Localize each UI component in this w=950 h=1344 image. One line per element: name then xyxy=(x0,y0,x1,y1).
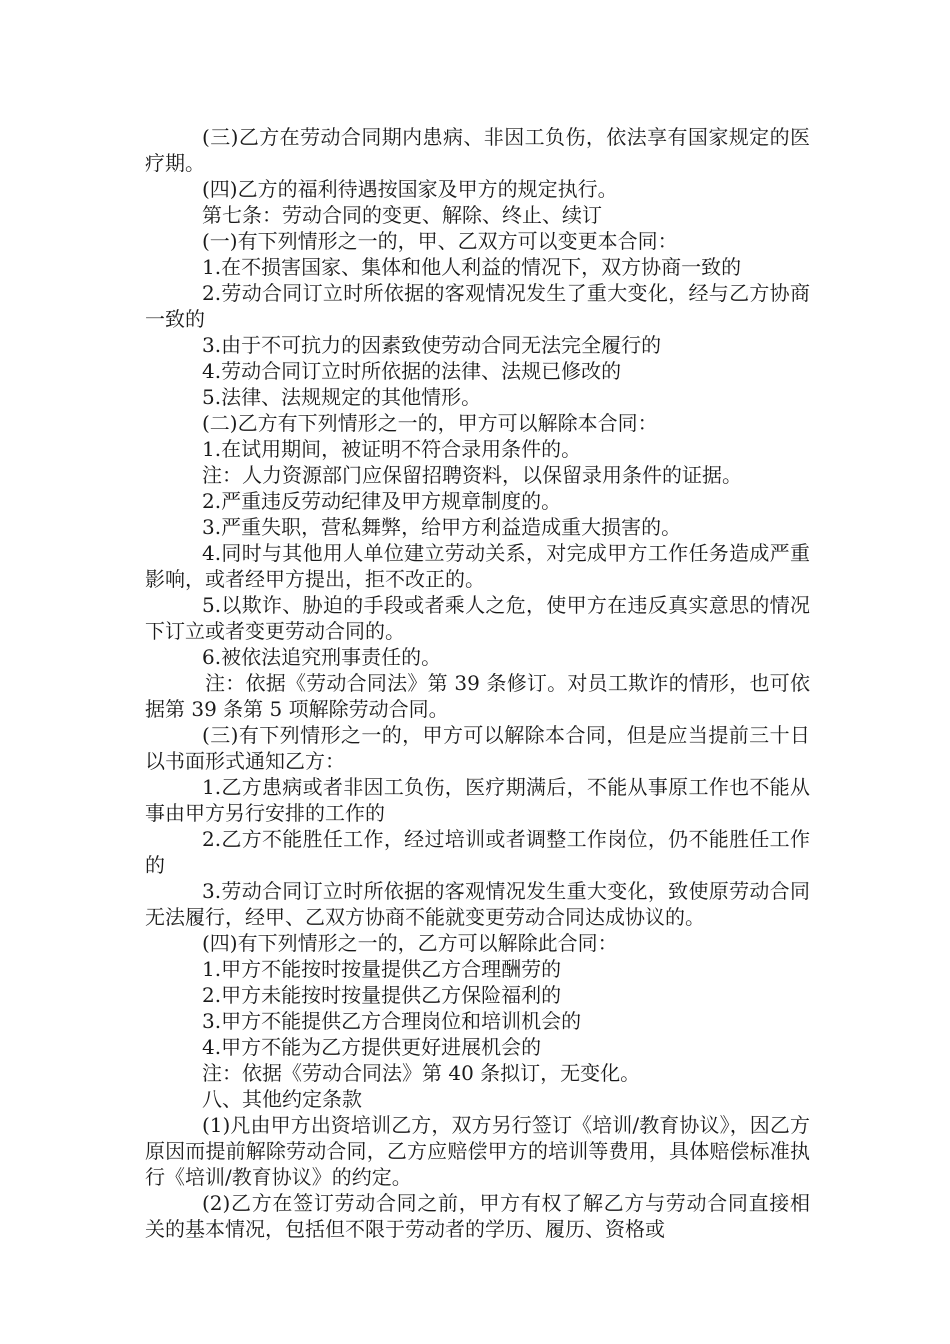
section-heading-article-7: 第七条：劳动合同的变更、解除、终止、续订 xyxy=(202,203,602,227)
note-hr-records: 注：人力资源部门应保留招聘资料，以保留录用条件的证据。 xyxy=(202,463,742,487)
document-body xyxy=(145,124,810,1242)
list-item-change-5: 5.法律、法规规定的其他情形。 xyxy=(202,385,482,409)
list-item-employer-termination-6: 6.被依法追究刑事责任的。 xyxy=(202,645,442,669)
paragraph-sick-leave: (三)乙方在劳动合同期内患病、非因工负伤，依法享有国家规定的医疗期。 xyxy=(145,125,810,175)
note-article-39: 注：依据《劳动合同法》第 39 条修订。对员工欺诈的情形，也可依据第 39 条第 5 项解除劳动合同。 xyxy=(145,671,810,721)
list-item-change-4: 4.劳动合同订立时所依据的法律、法规已修改的 xyxy=(202,359,622,383)
list-item-employee-termination-1: 1.甲方不能按时按量提供乙方合理酬劳的 xyxy=(202,957,562,981)
list-item-employee-termination-4: 4.甲方不能为乙方提供更好进展机会的 xyxy=(202,1035,542,1059)
paragraph-notice-termination: (三)有下列情形之一的，甲方可以解除本合同，但是应当提前三十日以书面形式通知乙方： xyxy=(145,723,810,773)
list-item-employer-termination-3: 3.严重失职，营私舞弊，给甲方利益造成重大损害的。 xyxy=(202,515,682,539)
list-item-notice-termination-1: 1.乙方患病或者非因工负伤，医疗期满后，不能从事原工作也不能从事由甲方另行安排的工作的 xyxy=(145,775,810,825)
list-item-change-2: 2.劳动合同订立时所依据的客观情况发生了重大变化，经与乙方协商一致的 xyxy=(145,281,810,331)
paragraph-employer-termination: (二)乙方有下列情形之一的，甲方可以解除本合同： xyxy=(202,411,658,435)
list-item-notice-termination-2: 2.乙方不能胜任工作，经过培训或者调整工作岗位，仍不能胜任工作的 xyxy=(145,827,810,877)
list-item-employee-termination-3: 3.甲方不能提供乙方合理岗位和培训机会的 xyxy=(202,1009,582,1033)
paragraph-change-conditions: (一)有下列情形之一的，甲、乙双方可以变更本合同： xyxy=(202,229,678,253)
paragraph-training-agreement: (1)凡由甲方出资培训乙方，双方另行签订《培训/教育协议》，因乙方原因而提前解除劳动合同，乙方应赔偿甲方的培训等费用，具体赔偿标准执行《培训/教育协议》的约定。 xyxy=(145,1113,810,1189)
paragraph-employee-termination: (四)有下列情形之一的，乙方可以解除此合同： xyxy=(202,931,618,955)
list-item-employer-termination-1: 1.在试用期间，被证明不符合录用条件的。 xyxy=(202,437,582,461)
list-item-employer-termination-4: 4.同时与其他用人单位建立劳动关系，对完成甲方工作任务造成严重影响，或者经甲方提出，拒不改正的。 xyxy=(145,541,810,591)
section-heading-other-terms: 八、其他约定条款 xyxy=(202,1087,362,1111)
paragraph-background-check: (2)乙方在签订劳动合同之前，甲方有权了解乙方与劳动合同直接相关的基本情况，包括但不限于劳动者的学历、履历、资格或 xyxy=(145,1191,810,1241)
list-item-notice-termination-3: 3.劳动合同订立时所依据的客观情况发生重大变化，致使原劳动合同无法履行，经甲、乙双方协商不能就变更劳动合同达成协议的。 xyxy=(145,879,810,929)
list-item-employer-termination-2: 2.严重违反劳动纪律及甲方规章制度的。 xyxy=(202,489,562,513)
list-item-employee-termination-2: 2.甲方未能按时按量提供乙方保险福利的 xyxy=(202,983,562,1007)
paragraph-welfare: (四)乙方的福利待遇按国家及甲方的规定执行。 xyxy=(202,177,618,201)
list-item-change-3: 3.由于不可抗力的因素致使劳动合同无法完全履行的 xyxy=(202,333,662,357)
list-item-employer-termination-5: 5.以欺诈、胁迫的手段或者乘人之危，使甲方在违反真实意思的情况下订立或者变更劳动合同的。 xyxy=(145,593,810,643)
note-article-40: 注：依据《劳动合同法》第 40 条拟订，无变化。 xyxy=(202,1061,641,1085)
list-item-change-1: 1.在不损害国家、集体和他人利益的情况下，双方协商一致的 xyxy=(202,255,742,279)
